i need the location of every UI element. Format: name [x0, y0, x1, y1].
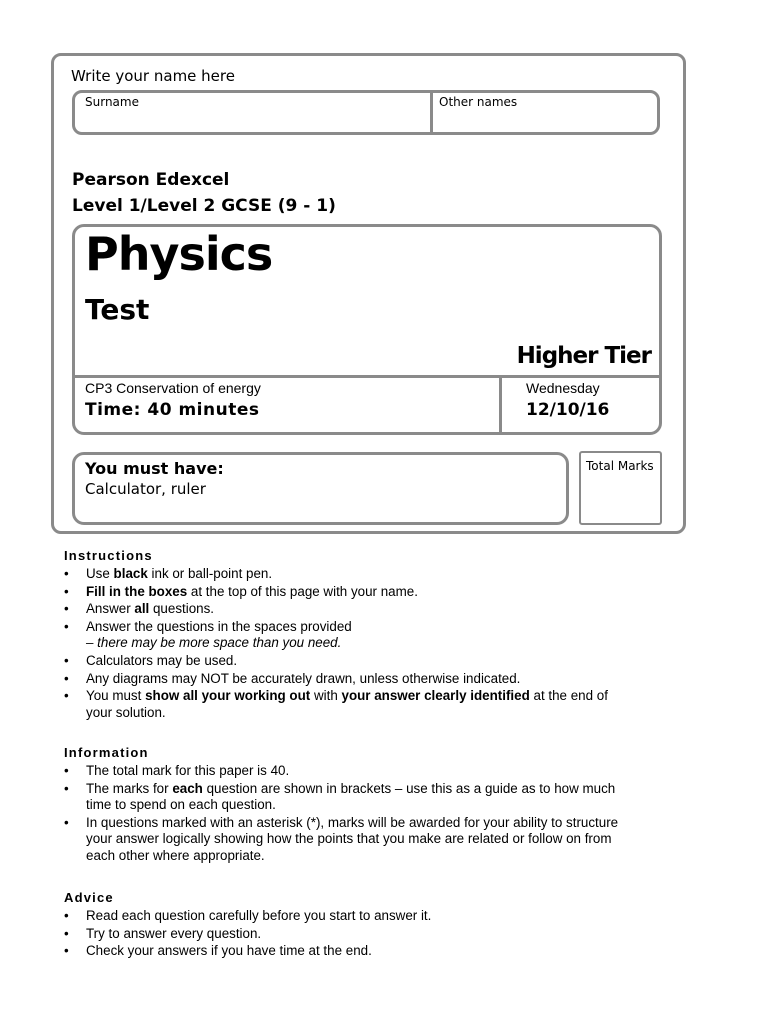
- name-box: [72, 90, 660, 135]
- subject-title: Physics: [85, 227, 273, 281]
- tier-label: Higher Tier: [516, 343, 651, 369]
- information-item-text: each: [172, 780, 203, 796]
- total-marks-box[interactable]: [579, 451, 662, 525]
- instructions-item-text: black: [113, 566, 148, 581]
- instructions-list: [64, 566, 664, 722]
- instructions-item-text: all: [134, 601, 150, 617]
- instructions-item-text: Fill in the boxes: [86, 583, 188, 599]
- instructions-heading: Instructions: [64, 548, 153, 563]
- instructions-item-text: ink or ball-point pen.: [147, 566, 273, 581]
- advice-list: [64, 908, 664, 961]
- instructions-item: [64, 688, 664, 721]
- write-name-heading: Write your name here: [71, 67, 235, 85]
- information-item-text: In questions marked with an asterisk (*), marks will be awarded for your ability to structure: [86, 814, 619, 830]
- instructions-item-text: Answer: [86, 601, 135, 617]
- exam-board: Pearson Edexcel: [72, 170, 230, 190]
- other-names-field[interactable]: Other names: [439, 95, 518, 109]
- advice-item-text: Try to answer every question.: [86, 925, 262, 941]
- topic-label: CP3 Conservation of energy: [85, 380, 261, 396]
- instructions-item: [64, 601, 664, 618]
- instructions-item-text: Any diagrams may NOT be accurately drawn, unless otherwise indicated.: [86, 670, 521, 686]
- instructions-item-text: show all your working out: [145, 688, 311, 704]
- subject-box-divider: [75, 375, 659, 378]
- instructions-item-text: Use: [86, 566, 114, 581]
- instructions-item: [64, 566, 664, 583]
- information-item-text: The marks for: [86, 780, 173, 796]
- advice-item: [64, 908, 664, 925]
- subject-box: [72, 224, 662, 435]
- information-item-text: time to spend on each question.: [86, 797, 276, 813]
- instructions-item-text: Calculators may be used.: [86, 652, 238, 668]
- must-have-items: Calculator, ruler: [85, 480, 206, 498]
- qualification-level: Level 1/Level 2 GCSE (9 - 1): [72, 196, 336, 216]
- instructions-item-text: – there may be more space than you need.: [86, 635, 342, 651]
- instructions-item-text: at the top of this page with your name.: [187, 583, 418, 599]
- total-marks-label: Total Marks: [586, 459, 654, 473]
- instructions-item-text: with: [310, 688, 342, 704]
- must-have-box: [72, 452, 569, 525]
- instructions-item-text: your answer clearly identified: [341, 688, 530, 704]
- information-item-text: question are shown in brackets – use this as a guide as to how much: [202, 780, 616, 796]
- subject-box-column-divider: [499, 375, 502, 432]
- instructions-item-text: at the end of: [529, 688, 608, 704]
- information-item: [64, 815, 664, 865]
- advice-item: [64, 943, 664, 960]
- surname-field[interactable]: Surname: [85, 95, 139, 109]
- exam-date: 12/10/16: [526, 400, 610, 420]
- time-label: Time: 40 minutes: [85, 400, 260, 420]
- information-item-text: each other where appropriate.: [86, 847, 265, 863]
- advice-item-text: Check your answers if you have time at the end.: [86, 943, 372, 959]
- must-have-title: You must have:: [85, 459, 224, 478]
- information-item-text: your answer logically showing how the points that you make are related or follow on from: [86, 831, 612, 847]
- instructions-item-text: Answer the questions in the spaces provided: [86, 618, 352, 634]
- information-item: [64, 763, 664, 780]
- name-box-divider: [430, 93, 433, 132]
- instructions-item: [64, 671, 664, 688]
- advice-heading: Advice: [64, 890, 114, 905]
- information-item-text: The total mark for this paper is 40.: [86, 763, 290, 778]
- instructions-item-text: You must: [86, 688, 146, 704]
- information-heading: Information: [64, 745, 149, 760]
- instructions-item: [64, 584, 664, 601]
- information-list: [64, 763, 664, 866]
- instructions-item: [64, 619, 664, 652]
- information-item: [64, 781, 664, 814]
- instructions-item-text: your solution.: [86, 704, 166, 720]
- exam-day: Wednesday: [526, 380, 600, 396]
- instructions-item: [64, 653, 664, 670]
- advice-item-text: Read each question carefully before you start to answer it.: [86, 908, 432, 923]
- advice-item: [64, 926, 664, 943]
- paper-title: Test: [85, 293, 150, 326]
- instructions-item-text: questions.: [149, 601, 215, 617]
